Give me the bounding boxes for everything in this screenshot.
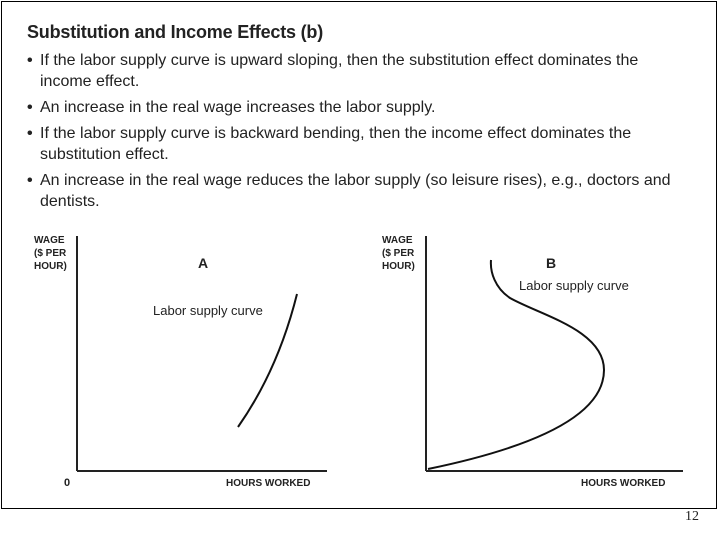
panel-b-letter: B xyxy=(546,255,557,271)
bullet-marker: • xyxy=(27,52,33,69)
panel-a-y-label-line3: HOUR) xyxy=(34,261,67,272)
panel-b-curve-label: Labor supply curve xyxy=(519,278,629,293)
slide-title: Substitution and Income Effects (b) xyxy=(27,22,324,42)
panel-a-letter: A xyxy=(198,255,209,271)
panel-b-y-label-line2: ($ PER xyxy=(382,248,415,259)
bullet-text: An increase in the real wage reduces the labor supply (so leisure rises), e.g., doctors and dentists. xyxy=(40,172,671,210)
page-number: 12 xyxy=(685,509,699,524)
bullet-text: If the labor supply curve is backward bending, then the income effect dominates the substitution effect. xyxy=(40,125,632,163)
bullet-marker: • xyxy=(27,172,33,189)
panel-a xyxy=(34,235,327,489)
panel-a-curve-label: Labor supply curve xyxy=(153,303,263,318)
bullet-text: An increase in the real wage increases the labor supply. xyxy=(40,99,436,116)
panel-b-x-label: HOURS WORKED xyxy=(581,478,666,489)
panel-a-origin-label: 0 xyxy=(64,477,71,489)
bullet-marker: • xyxy=(27,99,33,116)
panel-a-y-label-line1: WAGE xyxy=(34,235,65,246)
panel-a-y-label-line2: ($ PER xyxy=(34,248,67,259)
panel-b xyxy=(382,235,683,489)
panel-a-x-label: HOURS WORKED xyxy=(226,478,311,489)
bullet-marker: • xyxy=(27,125,33,142)
panel-b-y-label-line3: HOUR) xyxy=(382,261,415,272)
panel-b-y-label-line1: WAGE xyxy=(382,235,413,246)
bullet-text: If the labor supply curve is upward sloping, then the substitution effect dominates the income effect. xyxy=(40,52,639,90)
